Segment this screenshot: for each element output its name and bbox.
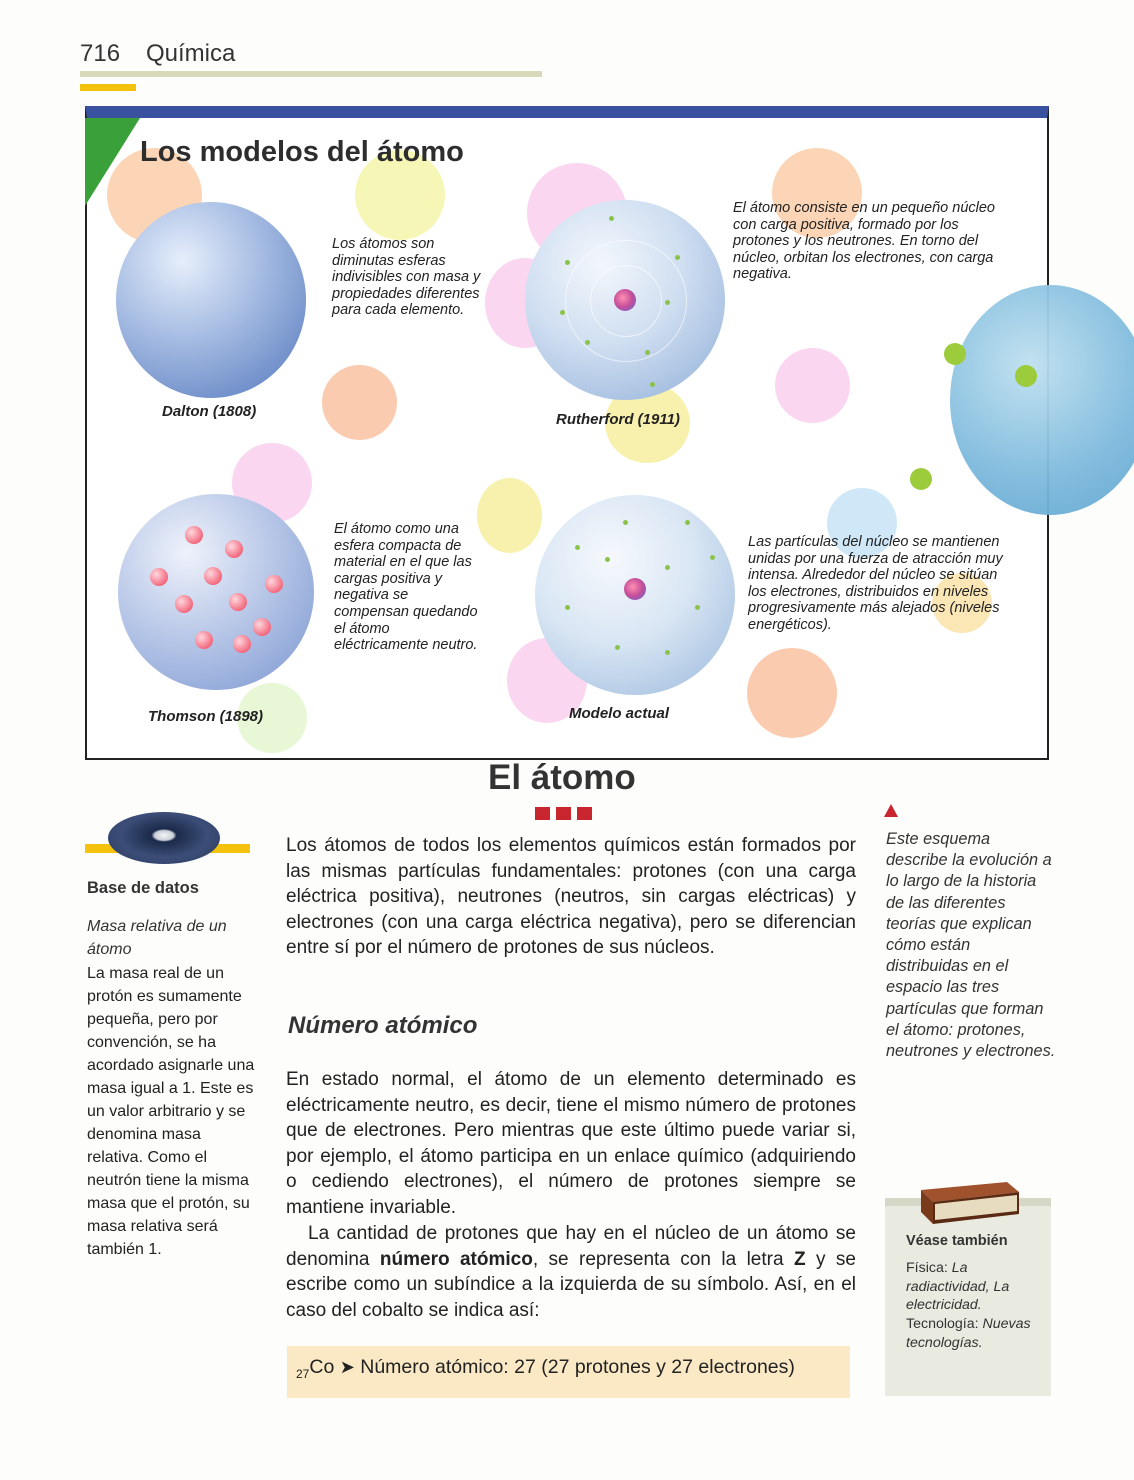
book-icon	[917, 1180, 1021, 1226]
electron	[623, 520, 628, 525]
title-ornament	[577, 807, 592, 820]
formula-symbol: Co	[309, 1356, 335, 1378]
electron	[585, 340, 590, 345]
see-also-list	[906, 1259, 1046, 1353]
electron	[645, 350, 650, 355]
modern-model-label: Modelo actual	[569, 705, 670, 722]
section-title: Química	[146, 40, 236, 67]
corner-triangle	[85, 118, 140, 206]
positive-charge	[204, 567, 222, 585]
figure-title: Los modelos del átomo	[140, 136, 464, 168]
electron	[605, 557, 610, 562]
positive-charge	[233, 635, 251, 653]
electron	[650, 382, 655, 387]
dalton-label: Dalton (1808)	[162, 403, 257, 420]
rutherford-description: El átomo consiste en un pequeño núcleo con carga positiva, formado por los protones y los neutrones. En torno del núcleo, orbitan los electrones, con carga negativa.	[733, 200, 995, 283]
cartoon-character	[477, 478, 542, 553]
modern-model-description: Las partículas del núcleo se mantienen unidas por una fuerza de atracción muy intensa. Alrededor del núcleo se sitúan los electrones, distribuidos en niveles progresivamente más alejados (niveles energéticos).	[748, 534, 1003, 633]
positive-charge	[229, 593, 247, 611]
electron	[560, 310, 565, 315]
formula-text: Número atómico: 27 (27 protones y 27 electrones)	[360, 1356, 795, 1378]
rutherford-model-sphere	[525, 200, 725, 400]
main-title: El átomo	[488, 758, 636, 797]
see-also-area: Física:	[906, 1260, 948, 1276]
see-also-area: Tecnología:	[906, 1316, 979, 1333]
see-also-title: Véase también	[906, 1233, 1008, 1249]
term-z: Z	[793, 1248, 806, 1270]
see-also-topics: Nuevas tecnologías.	[906, 1316, 1031, 1351]
orbit	[590, 265, 662, 337]
electron	[565, 605, 570, 610]
see-also-item[interactable]	[906, 1315, 1046, 1352]
title-ornament	[556, 807, 571, 820]
electron	[565, 260, 570, 265]
sidebar-title: Base de datos	[87, 879, 199, 897]
header-accent-bar	[80, 84, 136, 91]
cartoon-atom-character	[950, 285, 1134, 515]
triangle-up-icon	[884, 804, 898, 817]
electron	[675, 255, 680, 260]
cartoon-electron	[944, 343, 966, 365]
electron	[665, 300, 670, 305]
positive-charge	[185, 526, 203, 544]
positive-charge	[225, 540, 243, 558]
positive-charge	[150, 568, 168, 586]
electron	[665, 565, 670, 570]
nucleus	[624, 578, 646, 600]
title-ornament	[535, 807, 550, 820]
sidebar-body: La masa real de un protón es sumamente pequeña, pero por convención, se ha acordado asignarle una masa igual a 1. Este es un valor arbitrario y se denomina masa relativa. Como el neutrón tiene la misma masa que el protón, su masa relativa será también 1.	[87, 965, 255, 1258]
cd-disc-icon	[108, 812, 220, 864]
positive-charge	[253, 618, 271, 636]
body-paragraph: En estado normal, el átomo de un elemento determinado es eléctricamente neutro, es decir, tiene el mismo número de protones que de electrones. Pero mientras que este último puede variar si, por ejemplo, el átomo participa en un enlace químico (adquiriendo o cediendo electrones), el número de protones siempre se mantiene invariable.	[286, 1069, 856, 1218]
electron	[685, 520, 690, 525]
thomson-label: Thomson (1898)	[148, 708, 264, 725]
section-heading: Número atómico	[288, 1012, 478, 1039]
cartoon-character	[747, 648, 837, 738]
dalton-model-sphere	[116, 202, 306, 398]
term-atomic-number: número atómico	[379, 1248, 533, 1270]
sidebar-subtitle: Masa relativa de un átomo	[87, 918, 227, 958]
electron	[609, 216, 614, 221]
dalton-description: Los átomos son diminutas esferas indivisibles con masa y propiedades diferentes para cada elemento.	[332, 236, 481, 319]
intro-paragraph: Los átomos de todos los elementos químicos están formados por las mismas partículas fundamentales: protones (con una carga eléctrica positiva), neutrones (neutros, sin cargas eléctricas) y electrones (con una carga eléctrica negativa), pero se diferencian entre sí por el número de protones de sus núcleos.	[286, 835, 856, 958]
positive-charge	[195, 631, 213, 649]
modern-model-sphere	[535, 495, 735, 695]
text-run: y se escribe como un subíndice a la izquierda de su símbolo. Así, en el caso del cobalto se indica así:	[286, 1248, 856, 1321]
formula	[296, 1356, 795, 1381]
electron	[665, 650, 670, 655]
cartoon-electron	[1015, 365, 1037, 387]
electron	[710, 555, 715, 560]
cartoon-electron	[910, 468, 932, 490]
page-number: 716	[80, 40, 121, 67]
text-run: , se representa con la letra	[532, 1248, 794, 1270]
arrow-icon: ➤	[339, 1357, 355, 1377]
thomson-model-sphere	[118, 494, 314, 690]
see-also-item[interactable]	[906, 1259, 1046, 1315]
see-also-topics: La radiactividad, La electricidad.	[906, 1260, 1010, 1314]
text-run: La cantidad de protones que hay en el núcleo de un átomo se denomina	[286, 1223, 856, 1270]
figure-caption: Este esquema describe la evolución a lo largo de la historia de las diferentes teorías que explican cómo están distribuidas en el espacio las tres partículas que forman el átomo: protones, neutrones y electrones.	[886, 830, 1056, 1061]
electron	[695, 605, 700, 610]
body-paragraph	[286, 1221, 856, 1323]
formula-subscript: 27	[296, 1366, 310, 1381]
thomson-description: El átomo como una esfera compacta de material en el que las cargas positiva y negativa se compensan quedando el átomo eléctricamente neutro.	[334, 521, 478, 654]
positive-charge	[175, 595, 193, 613]
cartoon-character	[775, 348, 850, 423]
electron	[615, 645, 620, 650]
positive-charge	[265, 575, 283, 593]
electron	[575, 545, 580, 550]
cartoon-character	[322, 365, 397, 440]
rutherford-label: Rutherford (1911)	[556, 411, 680, 428]
header-rule	[80, 71, 542, 77]
